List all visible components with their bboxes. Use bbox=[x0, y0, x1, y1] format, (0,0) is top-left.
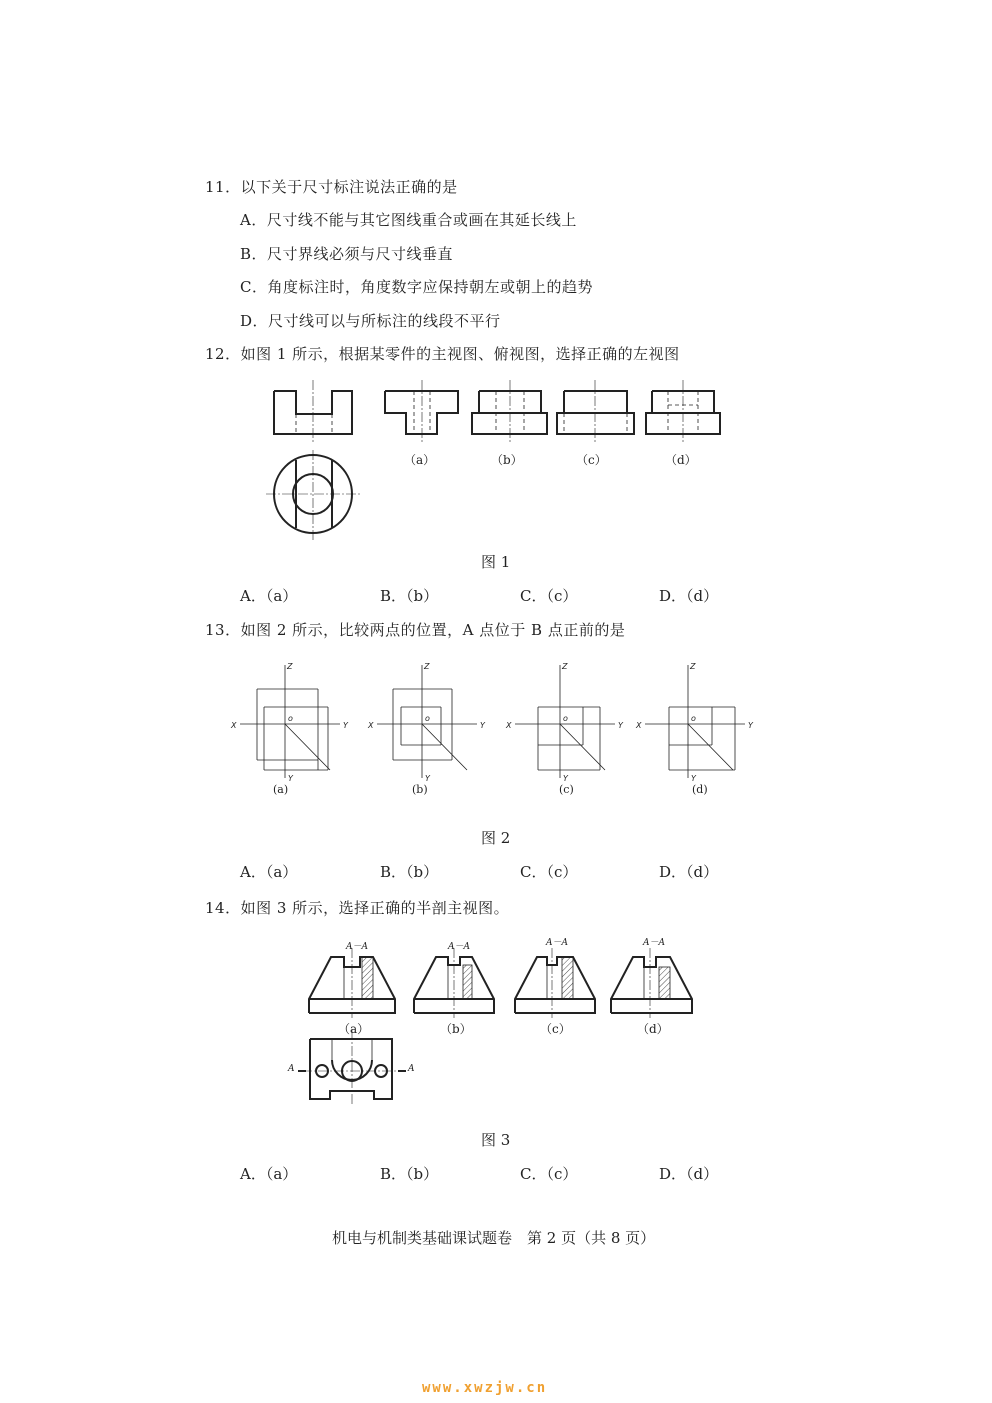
fig2a-yw-label: Y bbox=[343, 721, 348, 730]
q12-answer-c: C．（c） bbox=[520, 587, 578, 605]
fig3-section-label-a: A－A bbox=[346, 942, 368, 952]
fig2a-o-label: o bbox=[288, 714, 293, 723]
fig3-section-label-d: A－A bbox=[643, 938, 665, 948]
fig2-label-b: (b) bbox=[412, 783, 428, 796]
q14-answers bbox=[0, 1163, 992, 1183]
fig2a-yh-label: Y bbox=[288, 774, 293, 783]
fig1-caption: 图 1 bbox=[481, 553, 511, 571]
fig2b-z-label: Z bbox=[424, 662, 430, 671]
fig2b-yh-label: Y bbox=[425, 774, 430, 783]
fig2-label-a: (a) bbox=[273, 783, 289, 796]
q11-option-b: B．尺寸界线必须与尺寸线垂直 bbox=[240, 245, 454, 263]
fig3-label-c: （c） bbox=[540, 1022, 571, 1036]
fig2c-x-label: X bbox=[506, 721, 512, 730]
fig3-cut-label-right: A bbox=[408, 1064, 415, 1074]
fig2c-yw-label: Y bbox=[618, 721, 623, 730]
q14-answer-d: D．（d） bbox=[659, 1165, 719, 1183]
fig2c-z-label: Z bbox=[562, 662, 568, 671]
fig2d-x-label: X bbox=[636, 721, 642, 730]
q14-answer-a: A．（a） bbox=[240, 1165, 298, 1183]
q13-stem: 13．如图 2 所示，比较两点的位置，A 点位于 B 点正前的是 bbox=[205, 621, 626, 639]
fig3-section-a bbox=[309, 948, 395, 1018]
fig3-section-label-c: A－A bbox=[546, 938, 568, 948]
q11-option-c: C．角度标注时，角度数字应保持朝左或朝上的趋势 bbox=[240, 278, 593, 296]
q12-answer-a: A．（a） bbox=[240, 587, 298, 605]
q11-option-d: D．尺寸线可以与所标注的线段不平行 bbox=[240, 312, 501, 330]
q14-stem: 14．如图 3 所示，选择正确的半剖主视图。 bbox=[205, 899, 510, 917]
fig2d-z-label: Z bbox=[690, 662, 696, 671]
fig1-label-d: （d） bbox=[665, 453, 697, 467]
page-footer: 机电与机制类基础课试题卷 第 2 页（共 8 页） bbox=[332, 1229, 656, 1247]
fig2c-yh-label: Y bbox=[563, 774, 568, 783]
q13-answer-b: B．（b） bbox=[380, 863, 439, 881]
fig1-label-c: （c） bbox=[576, 453, 607, 467]
q11-stem: 11．以下关于尺寸标注说法正确的是 bbox=[205, 178, 458, 196]
q12-stem: 12．如图 1 所示，根据某零件的主视图、俯视图，选择正确的左视图 bbox=[205, 345, 680, 363]
fig3-section-label-b: A－A bbox=[448, 942, 470, 952]
fig2a-z-label: Z bbox=[287, 662, 293, 671]
fig3-caption: 图 3 bbox=[481, 1131, 511, 1149]
fig3-label-a: （a） bbox=[338, 1022, 370, 1036]
fig2b-yw-label: Y bbox=[480, 721, 485, 730]
q12-answer-d: D．（d） bbox=[659, 587, 719, 605]
fig2a-x-label: X bbox=[231, 721, 237, 730]
fig3-label-b: （b） bbox=[440, 1022, 472, 1036]
fig3-section-d bbox=[611, 948, 692, 1018]
q14-answer-c: C．（c） bbox=[520, 1165, 578, 1183]
fig3-top-view bbox=[298, 1030, 406, 1104]
fig3-section-c bbox=[515, 948, 595, 1018]
watermark-link[interactable]: www.xwzjw.cn bbox=[422, 1380, 548, 1396]
fig3-section-b bbox=[414, 948, 494, 1018]
fig2b-x-label: X bbox=[368, 721, 374, 730]
q12-answer-b: B．（b） bbox=[380, 587, 439, 605]
fig2-label-c: (c) bbox=[559, 783, 574, 796]
fig2b-o-label: o bbox=[425, 714, 430, 723]
fig2d-o-label: o bbox=[691, 714, 696, 723]
fig2c-o-label: o bbox=[563, 714, 568, 723]
q13-answer-d: D．（d） bbox=[659, 863, 719, 881]
fig3-cut-label-left: A bbox=[288, 1064, 295, 1074]
fig1-label-a: （a） bbox=[404, 453, 436, 467]
q14-answer-b: B．（b） bbox=[380, 1165, 439, 1183]
fig2-caption: 图 2 bbox=[481, 829, 511, 847]
q13-answer-c: C．（c） bbox=[520, 863, 578, 881]
fig2d-yw-label: Y bbox=[748, 721, 753, 730]
fig2d-yh-label: Y bbox=[691, 774, 696, 783]
fig1-label-b: （b） bbox=[491, 453, 523, 467]
q11-option-a: A．尺寸线不能与其它图线重合或画在其延长线上 bbox=[240, 211, 577, 229]
q13-answer-a: A．（a） bbox=[240, 863, 298, 881]
fig3-label-d: （d） bbox=[637, 1022, 669, 1036]
fig2-label-d: (d) bbox=[692, 783, 708, 796]
